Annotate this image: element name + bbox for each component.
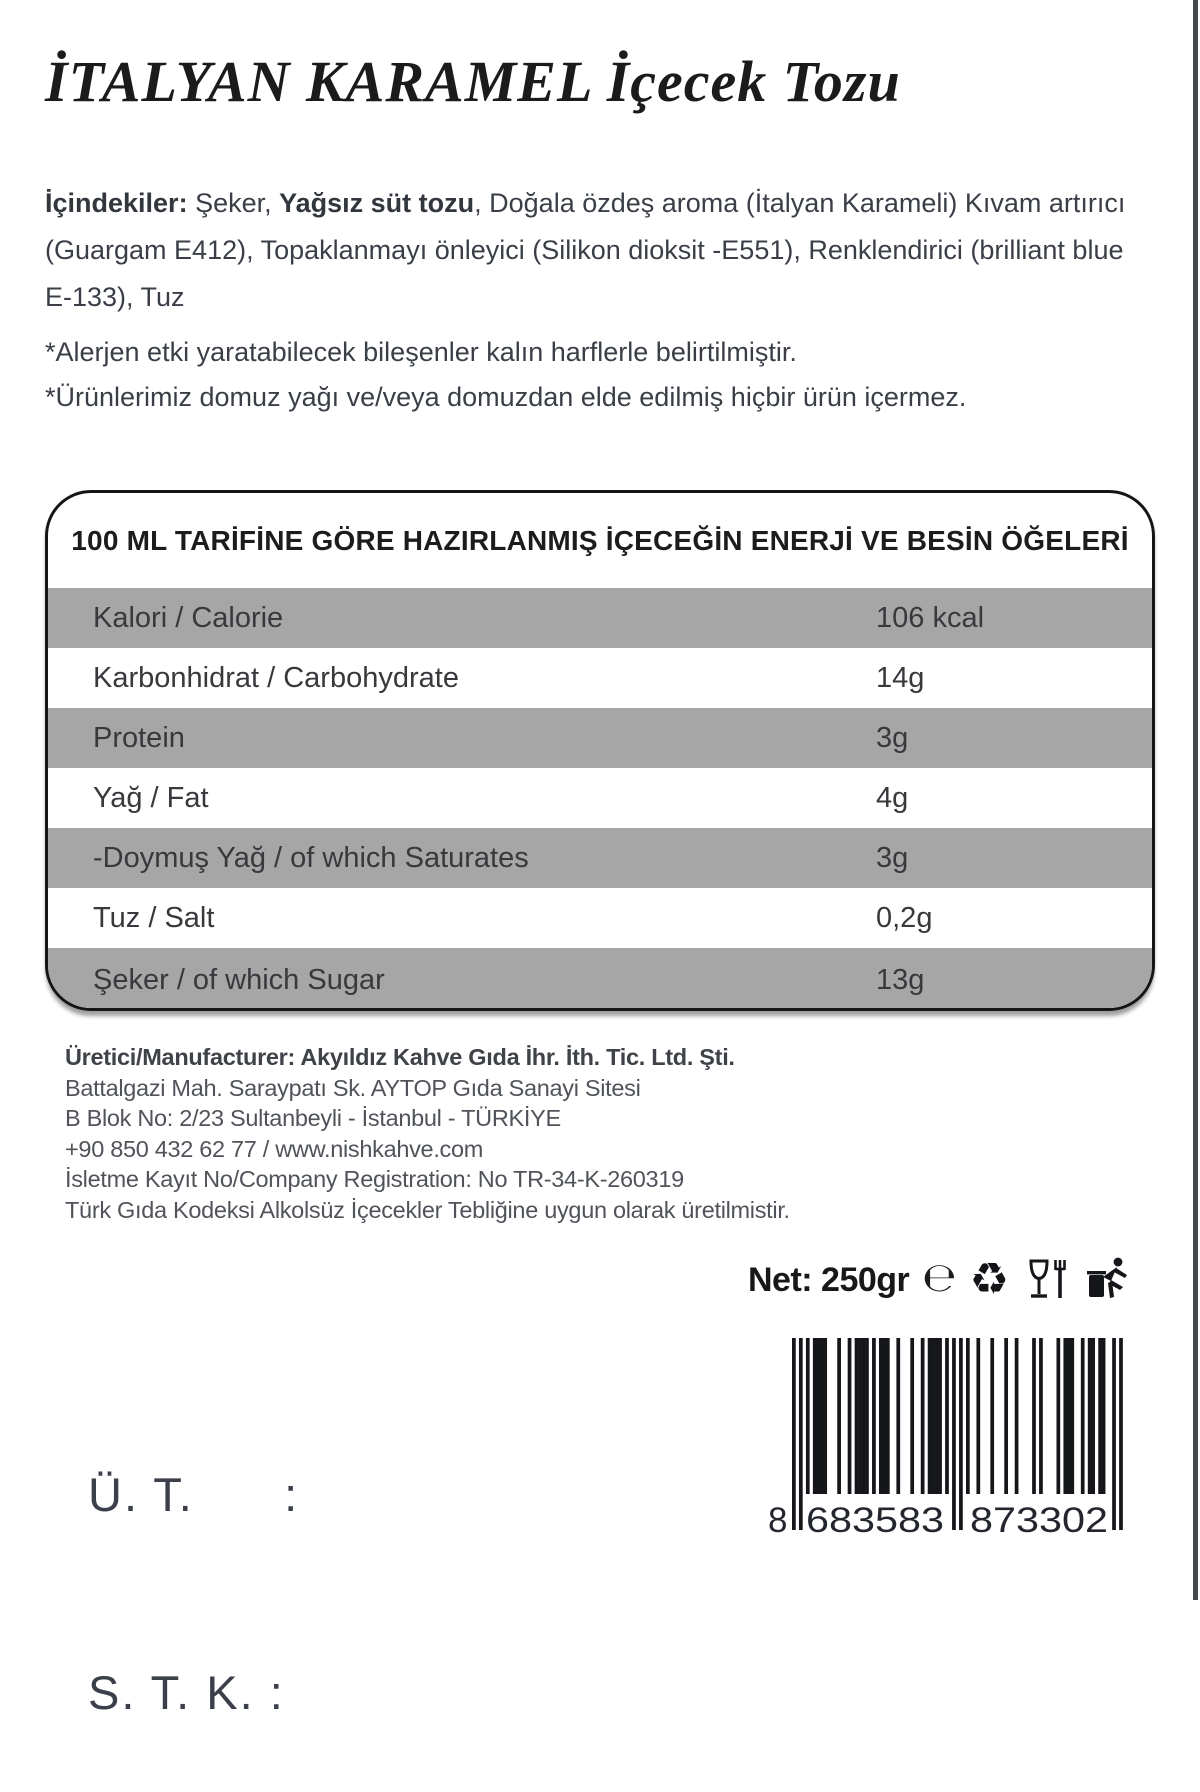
svg-text:8: 8: [768, 1501, 788, 1540]
ingredients-paragraph: [45, 180, 1135, 321]
row-value: 14g: [876, 661, 925, 694]
allergen-note-1: *Alerjen etki yaratabilecek bileşenler kalın harflerle belirtilmiştir.: [45, 337, 797, 367]
row-value: 3g: [876, 721, 909, 754]
barcode: [766, 1338, 1136, 1548]
table-row: [48, 828, 1152, 888]
table-row: [48, 708, 1152, 768]
ingredients-seg2: , Doğala özdeş aroma (İtalyan Karameli) Kıvam artırıcı (Guargam E412), Topaklanmayı önleyici (Silikon dioksit -E551), Renklendirici (brilliant blue E-133), Tuz: [45, 188, 1126, 312]
scan-edge-line: [1193, 0, 1198, 1600]
row-label: Karbonhidrat / Carbohydrate: [93, 661, 459, 694]
manufacturer-name: Üretici/Manufacturer: Akyıldız Kahve Gıda İhr. İth. Tic. Ltd. Şti.: [65, 1044, 735, 1070]
manufacturer-address-2: B Blok No: 2/23 Sultanbeyli - İstanbul - TÜRKİYE: [65, 1105, 561, 1131]
tidy-man-icon: [1083, 1255, 1133, 1305]
production-date-field: Ü. T. :: [88, 1468, 300, 1521]
manufacturer-contact: +90 850 432 62 77 / www.nishkahve.com: [65, 1135, 484, 1162]
table-row: [48, 888, 1152, 948]
row-label: Kalori / Calorie: [93, 601, 284, 634]
nutrition-table: [45, 490, 1155, 1011]
table-row: [48, 648, 1152, 708]
net-weight-label: Net: 250gr: [748, 1260, 910, 1299]
row-label: Şeker / of which Sugar: [93, 963, 385, 996]
expiry-date-field: S. T. K. :: [88, 1666, 285, 1719]
date-fields-block: [88, 1330, 299, 1792]
row-value: 3g: [876, 841, 909, 874]
nutrition-table-header: 100 ML TARİFİNE GÖRE HAZIRLANMIŞ İÇECEĞİN ENERJİ VE BESİN ÖĞELERİ: [71, 524, 1129, 556]
company-registration: İsletme Kayıt No/Company Registration: No TR-34-K-260319: [65, 1166, 684, 1192]
table-row: [48, 768, 1152, 828]
row-value: 0,2g: [876, 901, 933, 934]
ingredients-label: İçindekiler:: [45, 188, 188, 218]
manufacturer-block: [65, 1042, 965, 1225]
manufacturer-address-1: Battalgazi Mah. Saraypatı Sk. AYTOP Gıda Sanayi Sitesi: [65, 1074, 641, 1101]
glass-fork-icon: [1022, 1256, 1070, 1304]
ingredients-seg1: Şeker,: [187, 188, 280, 218]
row-label: Tuz / Salt: [93, 901, 215, 934]
nutrition-table-rows: [48, 588, 1152, 1011]
svg-text:873302: 873302: [970, 1501, 1108, 1540]
net-weight-row: [748, 1248, 1133, 1312]
row-value: 13g: [876, 963, 925, 996]
table-row: [48, 588, 1152, 648]
row-label: Protein: [93, 721, 185, 754]
row-label: Yağ / Fat: [93, 781, 209, 814]
allergen-note-2: *Ürünlerimiz domuz yağı ve/veya domuzdan elde edilmiş hiçbir ürün içermez.: [45, 382, 967, 412]
row-value: 106 kcal: [876, 601, 985, 634]
recycling-icon: ♻: [969, 1254, 1009, 1305]
row-value: 4g: [876, 781, 909, 814]
table-row: [48, 948, 1152, 1011]
svg-text:683583: 683583: [806, 1501, 944, 1540]
product-title: İTALYAN KARAMEL İçecek Tozu: [45, 49, 901, 114]
estimated-sign-icon: ℮: [922, 1255, 957, 1301]
ingredients-bold-item: Yağsız süt tozu: [279, 188, 475, 218]
allergen-notes: [45, 330, 1145, 420]
food-codex-statement: Türk Gıda Kodeksi Alkolsüz İçecekler Tebliğine uygun olarak üretilmistir.: [65, 1196, 790, 1223]
row-label: -Doymuş Yağ / of which Saturates: [93, 841, 529, 874]
